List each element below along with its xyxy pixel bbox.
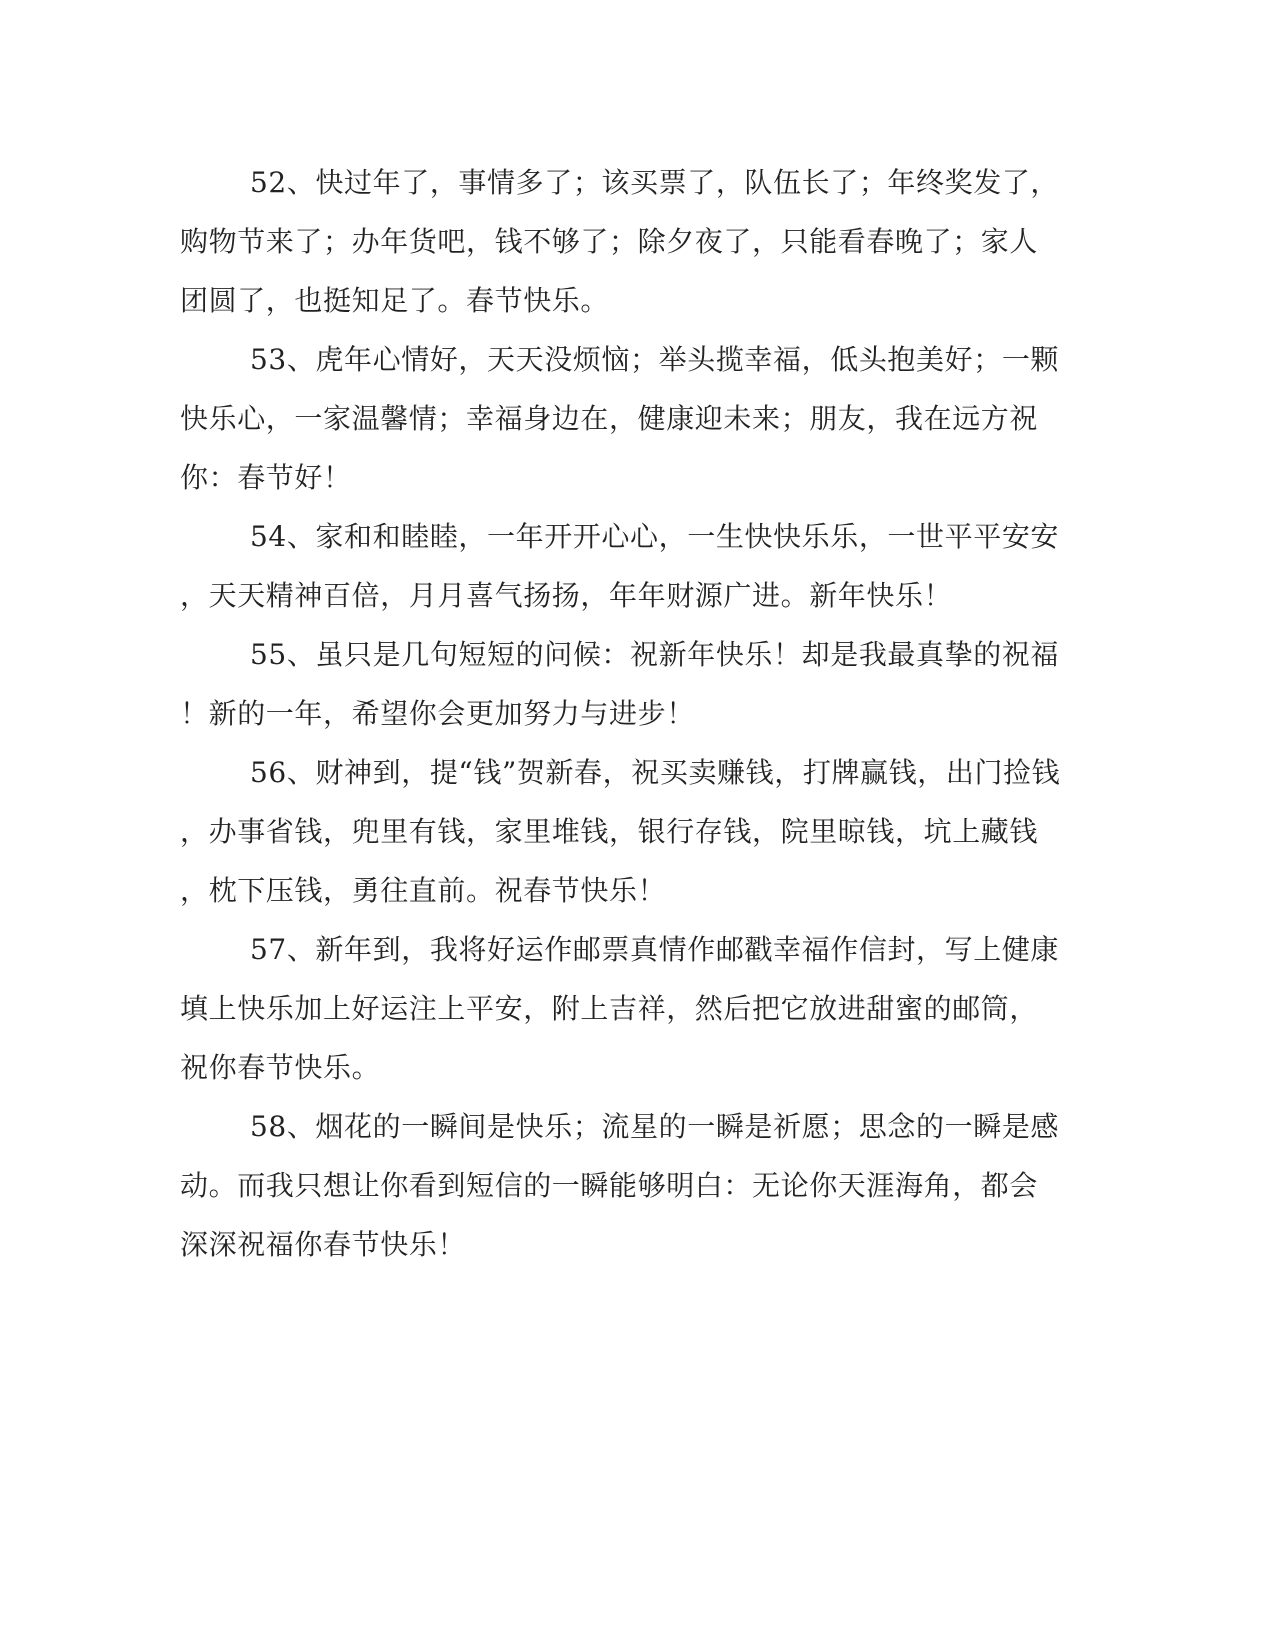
paragraph-line: 祝你春节快乐。: [180, 1051, 381, 1084]
document-body: [180, 153, 1061, 1274]
paragraph-line: 购物节来了；办年货吧，钱不够了；除夕夜了，只能看春晚了；家人: [180, 225, 1039, 258]
paragraph-line: 54、家和和睦睦，一年开开心心，一生快快乐乐，一世平平安安: [250, 520, 1060, 553]
paragraph-55: [180, 625, 1060, 743]
paragraph-line: 深深祝福你春节快乐！: [180, 1228, 467, 1261]
paragraph-line: ，天天精神百倍，月月喜气扬扬，年年财源广进。新年快乐！: [180, 579, 953, 612]
paragraph-line: ，枕下压钱，勇往直前。祝春节快乐！: [180, 874, 667, 907]
paragraph-line: 58、烟花的一瞬间是快乐；流星的一瞬是祈愿；思念的一瞬是感: [250, 1110, 1060, 1143]
paragraph-line: 56、财神到，提“钱”贺新春，祝买卖赚钱，打牌赢钱，出门捡钱: [250, 756, 1061, 789]
paragraph-line: 52、快过年了，事情多了；该买票了，队伍长了；年终奖发了，: [250, 166, 1060, 199]
paragraph-56: [180, 743, 1061, 920]
paragraph-53: [180, 330, 1060, 507]
paragraph-54: [180, 507, 1060, 625]
paragraph-57: [180, 920, 1060, 1097]
paragraph-line: 填上快乐加上好运注上平安，附上吉祥，然后把它放进甜蜜的邮筒，: [180, 992, 1039, 1025]
paragraph-line: ！新的一年，希望你会更加努力与进步！: [180, 697, 695, 730]
paragraph-line: 55、虽只是几句短短的问候：祝新年快乐！却是我最真挚的祝福: [250, 638, 1060, 671]
paragraph-line: 动。而我只想让你看到短信的一瞬能够明白：无论你天涯海角，都会: [180, 1169, 1039, 1202]
paragraph-52: [180, 153, 1060, 330]
paragraph-line: ，办事省钱，兜里有钱，家里堆钱，银行存钱，院里晾钱，坑上藏钱: [180, 815, 1039, 848]
paragraph-line: 快乐心，一家温馨情；幸福身边在，健康迎未来；朋友，我在远方祝: [180, 402, 1039, 435]
paragraph-line: 团圆了，也挺知足了。春节快乐。: [180, 284, 610, 317]
paragraph-line: 53、虎年心情好，天天没烦恼；举头揽幸福，低头抱美好；一颗: [250, 343, 1060, 376]
paragraph-58: [180, 1097, 1060, 1274]
paragraph-line: 57、新年到，我将好运作邮票真情作邮戳幸福作信封，写上健康: [250, 933, 1060, 966]
paragraph-line: 你：春节好！: [180, 461, 352, 494]
